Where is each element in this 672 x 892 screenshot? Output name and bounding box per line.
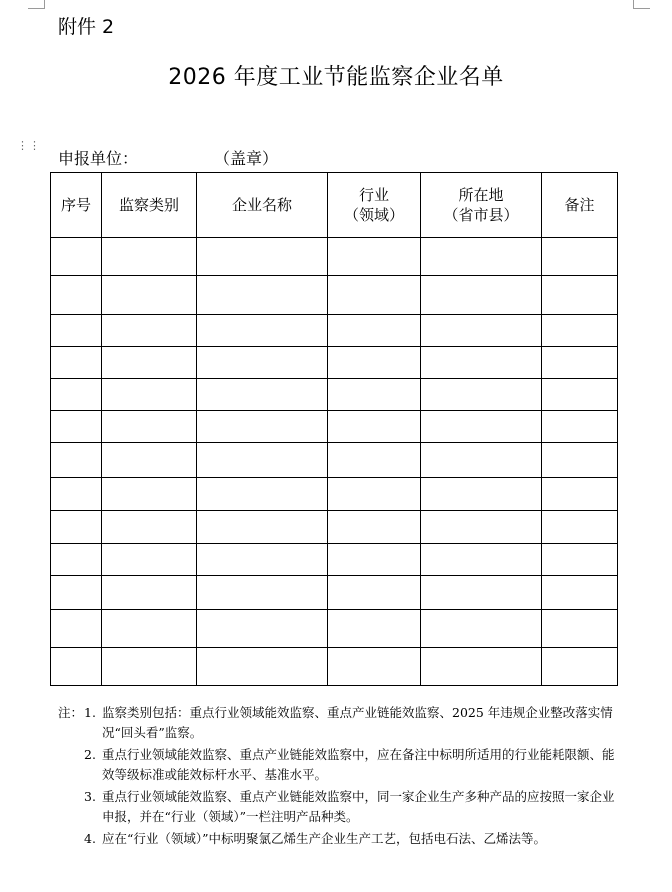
- table-cell[interactable]: [542, 276, 618, 315]
- column-header-line1: 备注: [564, 196, 595, 214]
- table-cell[interactable]: [328, 315, 421, 347]
- table-cell[interactable]: [197, 544, 328, 576]
- note-item: [58, 745, 618, 785]
- table-row: [51, 544, 618, 576]
- table-cell[interactable]: [51, 379, 102, 411]
- table-cell[interactable]: [421, 576, 542, 610]
- column-header-serial: [51, 173, 102, 238]
- notes-section: [58, 703, 618, 849]
- table-cell[interactable]: [102, 238, 197, 276]
- table-cell[interactable]: [542, 238, 618, 276]
- table-cell[interactable]: [542, 544, 618, 576]
- column-header-line2: （领域）: [343, 206, 404, 224]
- table-row: [51, 379, 618, 411]
- table-cell[interactable]: [197, 379, 328, 411]
- table-cell[interactable]: [542, 315, 618, 347]
- note-text: 监察类别包括：重点行业领域能效监察、重点产业链能效监察、2025 年违规企业整改落实情况“回头看”监察。: [102, 705, 613, 740]
- table-cell[interactable]: [197, 276, 328, 315]
- table-cell[interactable]: [421, 443, 542, 478]
- table-cell[interactable]: [197, 610, 328, 648]
- table-cell[interactable]: [542, 511, 618, 544]
- table-cell[interactable]: [102, 610, 197, 648]
- column-header-category: [102, 173, 197, 238]
- table-row: [51, 315, 618, 347]
- table-cell[interactable]: [421, 478, 542, 511]
- reporter-label: 申报单位：: [58, 149, 139, 168]
- table-cell[interactable]: [328, 379, 421, 411]
- table-cell[interactable]: [197, 347, 328, 379]
- table-row: [51, 238, 618, 276]
- table-row: [51, 478, 618, 511]
- table-cell[interactable]: [102, 478, 197, 511]
- column-header-industry: [328, 173, 421, 238]
- note-number: 4.: [84, 831, 96, 846]
- table-row: [51, 648, 618, 686]
- table-cell[interactable]: [421, 379, 542, 411]
- table-cell[interactable]: [542, 610, 618, 648]
- table-cell[interactable]: [542, 576, 618, 610]
- note-number: 1.: [84, 705, 96, 720]
- table-cell[interactable]: [328, 238, 421, 276]
- table-cell[interactable]: [328, 276, 421, 315]
- page-corner-mark-right: [633, 0, 650, 9]
- table-cell[interactable]: [102, 576, 197, 610]
- column-header-line1: 序号: [60, 196, 91, 214]
- document-title: 2026 年度工业节能监察企业名单: [168, 65, 504, 90]
- table-cell[interactable]: [542, 648, 618, 686]
- column-header-company: [197, 173, 328, 238]
- table-row: [51, 610, 618, 648]
- table-cell[interactable]: [421, 648, 542, 686]
- table-cell[interactable]: [421, 411, 542, 443]
- table-row: [51, 443, 618, 478]
- table-cell[interactable]: [102, 411, 197, 443]
- table-cell[interactable]: [51, 478, 102, 511]
- table-cell[interactable]: [328, 511, 421, 544]
- table-cell[interactable]: [542, 411, 618, 443]
- table-cell[interactable]: [197, 411, 328, 443]
- table-cell[interactable]: [51, 347, 102, 379]
- note-item: [58, 703, 618, 743]
- table-cell[interactable]: [421, 276, 542, 315]
- table-cell[interactable]: [328, 648, 421, 686]
- table-cell[interactable]: [421, 347, 542, 379]
- table-cell[interactable]: [197, 478, 328, 511]
- reporter-line: [58, 146, 279, 169]
- table-cell[interactable]: [328, 478, 421, 511]
- table-cell[interactable]: [328, 610, 421, 648]
- column-header-line1: 监察类别: [118, 196, 179, 214]
- table-cell[interactable]: [197, 443, 328, 478]
- table-cell[interactable]: [542, 379, 618, 411]
- table-cell[interactable]: [51, 238, 102, 276]
- table-cell[interactable]: [102, 648, 197, 686]
- table-row: [51, 347, 618, 379]
- table-cell[interactable]: [51, 443, 102, 478]
- table-cell[interactable]: [197, 648, 328, 686]
- table-cell[interactable]: [421, 315, 542, 347]
- table-cell[interactable]: [197, 315, 328, 347]
- table-cell[interactable]: [542, 347, 618, 379]
- note-text: 重点行业领域能效监察、重点产业链能效监察中，应在备注中标明所适用的行业能耗限额、能效等级标准或能效标杆水平、基准水平。: [102, 747, 615, 782]
- column-header-line1: 企业名称: [231, 196, 292, 214]
- column-header-line1: 所在地: [458, 186, 504, 204]
- table-cell[interactable]: [328, 443, 421, 478]
- table-cell[interactable]: [102, 544, 197, 576]
- table-cell[interactable]: [51, 411, 102, 443]
- enterprise-list-table: [50, 172, 618, 686]
- table-row: [51, 576, 618, 610]
- table-cell[interactable]: [328, 411, 421, 443]
- column-header-line1: 行业: [358, 186, 389, 204]
- table-cell[interactable]: [51, 610, 102, 648]
- table-row: [51, 511, 618, 544]
- table-cell[interactable]: [542, 478, 618, 511]
- column-header-location: [421, 173, 542, 238]
- page-corner-mark-left: [28, 0, 45, 9]
- table-cell[interactable]: [328, 544, 421, 576]
- table-cell[interactable]: [51, 315, 102, 347]
- table-cell[interactable]: [328, 347, 421, 379]
- table-body: [51, 238, 618, 686]
- table-cell[interactable]: [421, 238, 542, 276]
- table-row: [51, 411, 618, 443]
- table-cell[interactable]: [421, 511, 542, 544]
- column-header-remarks: [542, 173, 618, 238]
- note-item: [58, 829, 618, 849]
- note-text: 应在“行业（领域）”中标明聚氯乙烯生产企业生产工艺，包括电石法、乙烯法等。: [102, 831, 547, 846]
- table-cell[interactable]: [102, 379, 197, 411]
- note-number: 2.: [84, 747, 96, 762]
- table-cell[interactable]: [197, 511, 328, 544]
- table-header-row: [51, 173, 618, 238]
- table-cell[interactable]: [102, 511, 197, 544]
- table-cell[interactable]: [51, 648, 102, 686]
- table-cell[interactable]: [51, 544, 102, 576]
- table-cell[interactable]: [102, 347, 197, 379]
- table-cell[interactable]: [197, 576, 328, 610]
- note-number: 3.: [84, 789, 96, 804]
- column-header-line2: （省市县）: [443, 206, 519, 224]
- seal-label: （盖章）: [214, 149, 279, 168]
- table-cell[interactable]: [197, 238, 328, 276]
- table-cell[interactable]: [421, 544, 542, 576]
- table-cell[interactable]: [328, 576, 421, 610]
- table-move-handle-icon[interactable]: ⋮⋮: [17, 139, 41, 152]
- table-cell[interactable]: [102, 443, 197, 478]
- notes-lead: 注：: [58, 705, 84, 720]
- table-cell[interactable]: [102, 276, 197, 315]
- note-item: [58, 787, 618, 827]
- table-cell[interactable]: [102, 315, 197, 347]
- note-text: 重点行业领域能效监察、重点产业链能效监察中，同一家企业生产多种产品的应按照一家企业申报，并在“行业（领域）”一栏注明产品种类。: [102, 789, 615, 824]
- table-cell[interactable]: [51, 276, 102, 315]
- table-cell[interactable]: [51, 511, 102, 544]
- table-cell[interactable]: [51, 576, 102, 610]
- table-cell[interactable]: [542, 443, 618, 478]
- table-cell[interactable]: [421, 610, 542, 648]
- attachment-label: 附件 2: [58, 16, 115, 38]
- table-row: [51, 276, 618, 315]
